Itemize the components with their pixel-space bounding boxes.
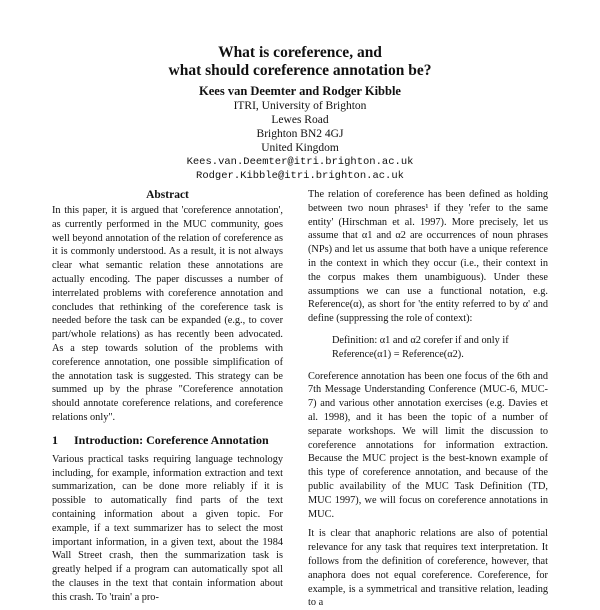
affiliation-line-3: Brighton BN2 4GJ [256,128,344,140]
section-1-text: Various practical tasks requiring language technology including, for example, information extraction and text summarization, can be done more reliably if it is possible to automatically find parts of the text containing information about a given topic. For example, if a text summarizer has to select the most important information, in a given text, about the 1984 Wall Street crash, then the summarization task is greatly helped if a program can automatically spot all the clauses in the text that contain information about this crash. To 'train' a pro- [52,453,283,603]
left-column [52,178,283,605]
paper-title-line-2: what should coreference annotation be? [168,62,432,79]
affiliation-line-4: United Kingdom [261,142,339,154]
abstract-text: In this paper, it is argued that 'coreference annotation', as currently performed in the MUC community, goes well beyond annotation of the relation of coreference as it is commonly understood. As a result, it is not always clear what semantic relation these annotations are actually encoding. The paper discusses a number of interrelated problems with coreference annotation and concludes that rethinking of the coreference task is needed before the task can be expanded (e.g., to cover part/whole relations) as has recently been advocated. As a step towards solution of the problems with coreference annotation, one possible simplification of the annotation task is suggested. This strategy can be summed up by the phrase "Coreference annotation should annotate coreference relations, and coreference relations only". [52,205,283,423]
paper-title-line-1: What is coreference, and [218,44,382,61]
right-column [308,188,548,610]
affiliation-line-1: ITRI, University of Brighton [233,100,367,112]
email-line-1: Kees.van.Deemter@itri.brighton.ac.uk [186,156,414,168]
coreference-definition: Definition: α1 and α2 corefer if and only if Reference(α1) = Reference(α2). [332,334,509,360]
right-paragraph-1: The relation of coreference has been defined as holding between two noun phrases¹ if they 'refer to the same entity' (Hirschman et al. 1997). More precisely, let us assume that α1 and α2 are occurrences of noun phrases (NPs) and let us assume that both have a unique reference in the context in which they occur (i.e., their context in the corpus makes them unambiguous). Under these assumptions we can use a functional notation, e.g. Reference(α), as short for 'the entity referred to by α' and define (suppressing the role of context): [308,189,548,325]
abstract-heading: Abstract [146,189,189,201]
section-title: Introduction: Coreference Annotation [74,432,269,447]
right-paragraph-3: It is clear that anaphoric relations are also of potential relevance for any task that requires text interpretation. It follows from the definition of coreference, however, that anaphora does not equal coreference. Coreference, for example, is a symmetrical and transitive relation, leading to a [308,528,548,609]
email-line-2: Rodger.Kibble@itri.brighton.ac.uk [196,170,404,182]
authors: Kees van Deemter and Rodger Kibble [199,84,401,98]
section-number: 1 [52,432,58,447]
section-heading [52,433,283,447]
affiliation-line-2: Lewes Road [271,114,329,126]
right-paragraph-2: Coreference annotation has been one focus of the 6th and 7th Message Understanding Conference (MUC-6, MUC-7) and various other annotation exercises (e.g. Davies et al. 1998), and it has been the topic of a number of separate workshops. We will limit the discussion to coreference annotations for information extraction. Because the MUC project is the best-known example of this type of coreference annotation, and because of the public availability of the MUC Task Definition (TD, MUC 1997), we will focus on coreference annotations in MUC. [308,370,548,520]
